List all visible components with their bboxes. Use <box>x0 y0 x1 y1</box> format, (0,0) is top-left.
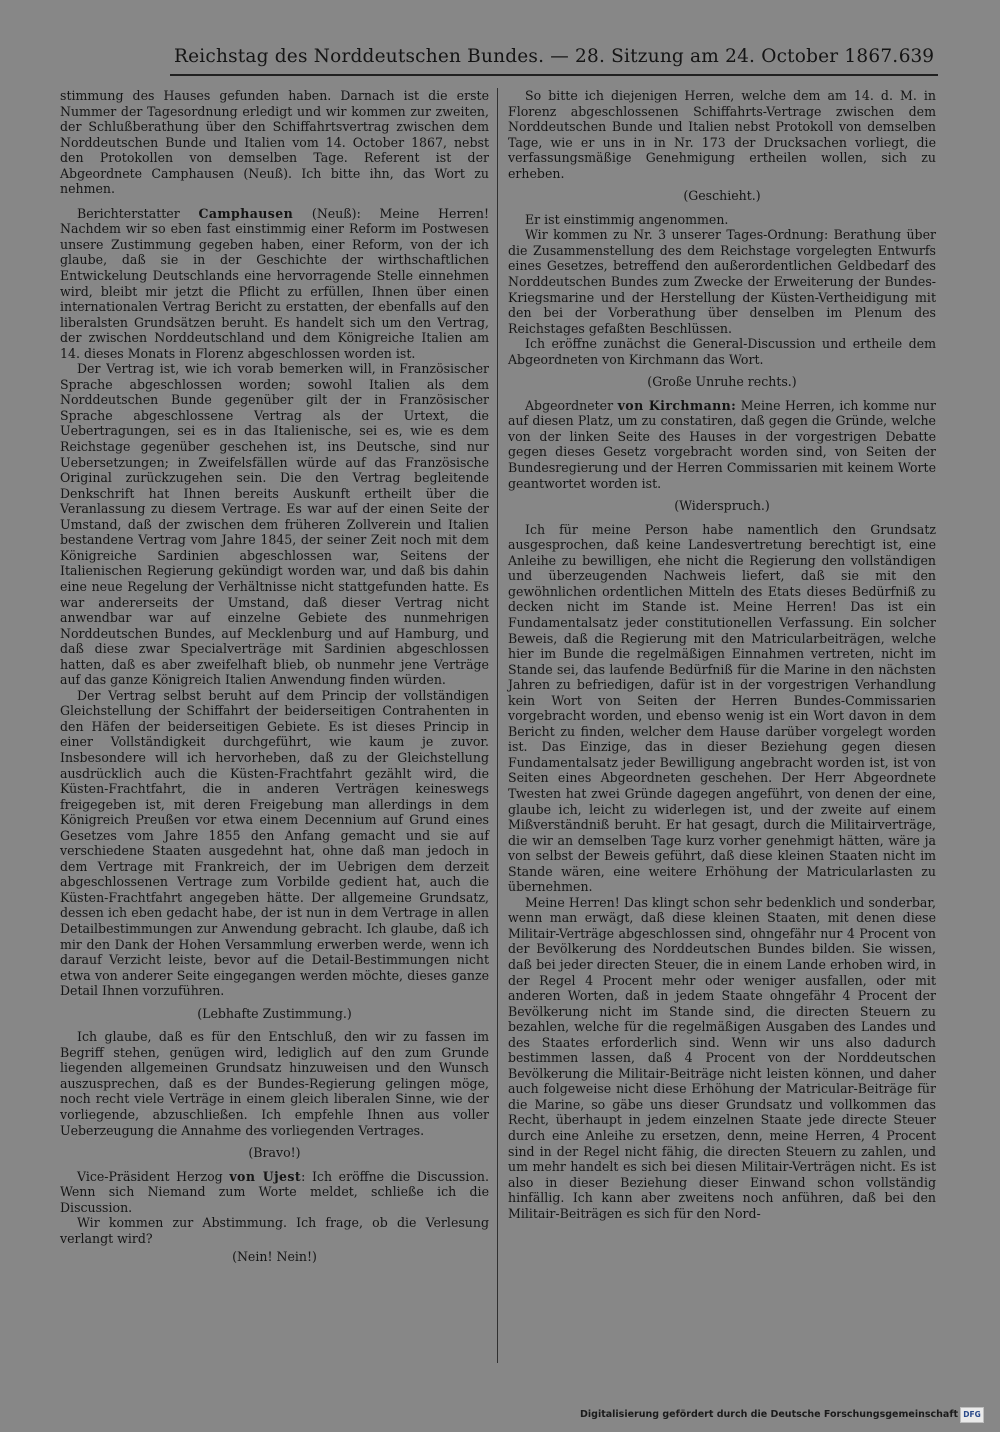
right-column <box>508 88 936 1221</box>
header-rule <box>170 74 938 76</box>
stage-note: (Widerspruch.) <box>674 498 770 514</box>
paragraph: Wir kommen zur Abstimmung. Ich frage, ob die Verlesung verlangt wird? <box>60 1215 489 1246</box>
speaker-name: von Ujest <box>229 1168 302 1184</box>
speaker-prefix: Berichterstatter <box>77 205 199 221</box>
speaker-prefix: Vice-Präsident Herzog <box>77 1168 230 1184</box>
speech-von-kirchmann <box>508 398 936 491</box>
stage-note: (Lebhafte Zustimmung.) <box>197 1005 352 1021</box>
paragraph: Ich für meine Person habe namentlich den Grundsatz ausgesprochen, daß keine Landesvertretung berechtigt ist, eine Anleihe zu bewilligen, ehe nicht die Regierung den vollständigen und überzeugenden Nachweis liefert, daß sie mit den gewöhnlichen ordentlichen Mitteln des Etats dieses Bedürfniß zu decken nicht im Stande ist. Meine Herren! Das ist ein Fundamentalsatz jeder constitutionellen Verfassung. Ein solcher Beweis, daß die Regierung mit den Matricularbeiträgen, welche hier im Bunde die regelmäßigen Einnahmen vertreten, nicht im Stande sei, das laufende Bedürfniß für die Marine in den nächsten Jahren zu befriedigen, dafür ist in der vorgestrigen Verhandlung kein Wort von Seiten der Herren Bundes-Commissarien vorgebracht worden, und ebenso wenig ist ein Wort davon in dem Bericht zu finden, welcher dem Hause darüber vorgelegt worden ist. Das Einzige, das in dieser Beziehung gegen diesen Fundamentalsatz jeder Bewilligung angebracht worden ist, ist von Seiten eines Abgeordneten geschehen. Der Herr Abgeordnete Twesten hat zwei Gründe dagegen angeführt, von denen der eine, glaube ich, leicht zu widerlegen ist, und der zweite auf einem Mißverständniß beruht. Er hat gesagt, durch die Militairverträge, die wir an demselben Tage kurz vorher genehmigt hätten, wäre ja von selbst der Beweis geführt, daß diese kleinen Staaten nicht im Stande wären, eine weitere Erhöhung der Matricularlasten zu übernehmen. <box>508 521 936 895</box>
speaker-prefix: Abgeordneter <box>525 397 618 413</box>
paragraph: So bitte ich diejenigen Herren, welche dem am 14. d. M. in Florenz abgeschlossenen Schiffahrts-Vertrage zwischen dem Norddeutschen Bunde und Italien nebst Protokoll von demselben Tage, wie er uns in in Nr. 173 der Drucksachen vorliegt, die verfassungsmäßige Genehmigung ertheilen wollen, sich zu erheben. <box>508 88 936 181</box>
speech-text: (Neuß): Meine Herren! Nachdem wir so eben fast einstimmig einer Reform im Postwesen unsere Zustimmung gegeben haben, einer Reform, von der ich glaube, daß sie in der Geschichte der wirthschaftlichen Entwickelung Deutschlands eine hervorragende Stelle einnehmen wird, bleibt mir jetzt die Pflicht zu erfüllen, Ihnen über einen internationalen Vertrag Bericht zu erstatten, der ebenfalls auf den liberalsten Grundsätzen beruht. Es handelt sich um den Vertrag, der zwischen Norddeutschland und dem Königreiche Italien am 14. dieses Monats in Florenz abgeschlossen worden ist. <box>60 205 489 361</box>
paragraph: Wir kommen zu Nr. 3 unserer Tages-Ordnung: Berathung über die Zusammenstellung des dem Reichstage vorgelegten Entwurfs eines Gesetzes, betreffend den außerordentlichen Geldbedarf des Norddeutschen Bundes zum Zwecke der Erweiterung der Bundes-Kriegsmarine und der Herstellung der Küsten-Vertheidigung mit den bei der Vorberathung über denselben im Plenum des Reichstages gefaßten Beschlüssen. <box>508 227 936 336</box>
paragraph: stimmung des Hauses gefunden haben. Darnach ist die erste Nummer der Tagesordnung erledigt und wir kommen zur zweiten, der Schlußberathung über den Schiffahrtsvertrag zwischen dem Norddeutschen Bunde und Italien vom 14. October 1867, nebst den Protokollen von demselben Tage. Referent ist der Abgeordnete Camphausen (Neuß). Ich bitte ihn, das Wort zu nehmen. <box>60 88 489 197</box>
running-header <box>170 44 940 76</box>
stage-note: (Geschieht.) <box>683 188 761 204</box>
dfg-logo-icon: DFG <box>960 1407 984 1423</box>
page-number: 639 <box>898 46 934 67</box>
speaker-name: von Kirchmann: <box>617 397 737 413</box>
speech-text: : Ich eröffne die Discussion. Wenn sich Niemand zum Worte meldet, schließe ich die Discussion. <box>60 1168 489 1215</box>
column-divider <box>497 88 498 1363</box>
paragraph: Er ist einstimmig angenommen. <box>525 211 729 227</box>
speech-camphausen <box>60 206 489 361</box>
footer <box>580 1405 984 1425</box>
paragraph: Ich eröffne zunächst die General-Discussion und ertheile dem Abgeordneten von Kirchmann das Wort. <box>508 336 936 367</box>
paragraph: Der Vertrag ist, wie ich vorab bemerken will, in Französischer Sprache abgeschlossen worden; sowohl Italien als dem Norddeutschen Bunde gegenüber gilt der in Französischer Sprache abgeschlossene Vertrag als der Urtext, die Uebertragungen, sei es in das Italienische, sei es, wie es dem Reichstage gegenüber geschehen ist, ins Deutsche, sind nur Uebersetzungen; in Zweifelsfällen würde auf das Französische Original zurückzugehen sein. Die den Vertrag begleitende Denkschrift hat Ihnen bereits Auskunft ertheilt über die Veranlassung zu diesem Vertrage. Es war auf der einen Seite der Umstand, daß der zwischen dem früheren Zollverein und Italien bestandene Vertrag vom Jahre 1845, der seiner Zeit noch mit dem Königreiche Sardinien abgeschlossen war, Seitens der Italienischen Regierung gekündigt worden war, und daß bis dahin eine neue Regelung der Verhältnisse nicht stattgefunden hatte. Es war andererseits der Umstand, daß dieser Vertrag nicht anwendbar war auf einzelne Gebiete des nunmehrigen Norddeutschen Bundes, auf Mecklenburg und auf Hamburg, und daß diese zwar Specialverträge mit Sardinien abgeschlossen hatten, daß es aber zweifelhaft blieb, ob nunmehr jene Verträge auf das ganze Königreich Italien Anwendung finden würden. <box>60 361 489 688</box>
funding-credit: Digitalisierung gefördert durch die Deutsche Forschungsgemeinschaft <box>580 1409 958 1420</box>
paragraph: Meine Herren! Das klingt schon sehr bedenklich und sonderbar, wenn man erwägt, daß diese kleinen Staaten, mit denen diese Militair-Verträge abgeschlossen sind, ohngefähr nur 4 Procent von der Bevölkerung des Norddeutschen Bundes bilden. Sie wissen, daß bei jeder directen Steuer, die in einem Lande erhoben wird, in der Regel 4 Procent mehr oder weniger ausfallen, oder mit anderen Worten, daß in jedem Staate ohngefähr 4 Procent der Bevölkerung nicht im Stande sind, die directen Steuern zu bezahlen, welche für die regelmäßigen Ausgaben des Landes und des Staates erforderlich sind. Wenn wir uns also dadurch bestimmen lassen, daß 4 Procent von der Norddeutschen Bevölkerung die Militair-Beiträge nicht leisten können, und daher auch folgeweise nicht diese Erhöhung der Matricular-Beiträge für die Marine, so gäbe uns dieser Grundsatz und vollkommen das Recht, überhaupt in jedem einzelnen Staate jede directe Steuer durch eine Anleihe zu ersetzen, denn, meine Herren, 4 Procent sind in der Regel nicht fähig, die directen Steuern zu zahlen, und um mehr handelt es sich bei diesen Militair-Verträgen nicht. Es ist also in dieser Beziehung dieser Einwand schon vollständig hinfällig. Ich kann aber zweitens noch anführen, daß bei den Militair-Beiträgen es sich für den Nord- <box>508 894 936 1221</box>
paragraph: Der Vertrag selbst beruht auf dem Princip der vollständigen Gleichstellung der Schiffahrt der beiderseitigen Contrahenten in den Häfen der beiderseitigen Gebiete. Es ist dieses Princip in einer Vollständigkeit durchgeführt, wie kaum je zuvor. Insbesondere will ich hervorheben, daß zu der Gleichstellung ausdrücklich auch die Küsten-Frachtfahrt gezählt wird, die Küsten-Frachtfahrt, die in anderen Verträgen keineswegs freigegeben ist, mit deren Freigebung man allerdings in dem Königreich Preußen vor etwa einem Decennium auf Grund eines Gesetzes vom Jahre 1855 den Anfang gemacht und sie auf verschiedene Staaten ausgedehnt hat, ohne daß man jedoch in dem Vertrage mit Frankreich, der im Uebrigen dem derzeit abgeschlossenen Vertrage zum Vorbilde gedient hat, auch die Küsten-Frachtfahrt angegeben hätte. Der allgemeine Grundsatz, dessen ich eben gedacht habe, der ist nun in dem Vertrage in allen Detailbestimmungen zur Anwendung gebracht. Ich glaube, daß ich mir den Dank der Hohen Versammlung erwerben werde, wenn ich darauf Verzicht leiste, bevor auf die Detail-Bestimmungen nicht etwa von anderer Seite eingegangen werden möchte, dieses ganze Detail Ihnen vorzuführen. <box>60 687 489 999</box>
stage-note: (Bravo!) <box>248 1145 301 1161</box>
speech-text: Meine Herren, ich komme nur auf diesen Platz, um zu constatiren, daß gegen die Gründe, welche von der linken Seite des Hauses in der vorgestrigen Debatte gegen dieses Gesetz vorgebracht worden sind, von Seiten der Bundesregierung und der Herren Commissarien mit keinem Worte geantwortet worden ist. <box>508 397 937 491</box>
left-column <box>60 88 489 1273</box>
speech-von-ujest <box>60 1169 489 1216</box>
paragraph: Ich glaube, daß es für den Entschluß, den wir zu fassen im Begriff stehen, genügen wird, lediglich auf den zum Grunde liegenden allgemeinen Grundsatz hinzuweisen und den Wunsch auszusprechen, daß es der Bundes-Regierung gelingen möge, noch recht viele Verträge in einem gleich liberalen Sinne, wie der vorliegende, abzuschließen. Ich empfehle Ihnen aus voller Ueberzeugung die Annahme des vorliegenden Vertrages. <box>60 1029 489 1138</box>
header-title: Reichstag des Norddeutschen Bundes. — 28. Sitzung am 24. October 1867. <box>174 46 899 67</box>
stage-note: (Nein! Nein!) <box>232 1249 317 1265</box>
speaker-name: Camphausen <box>198 205 294 221</box>
stage-note: (Große Unruhe rechts.) <box>647 374 797 390</box>
